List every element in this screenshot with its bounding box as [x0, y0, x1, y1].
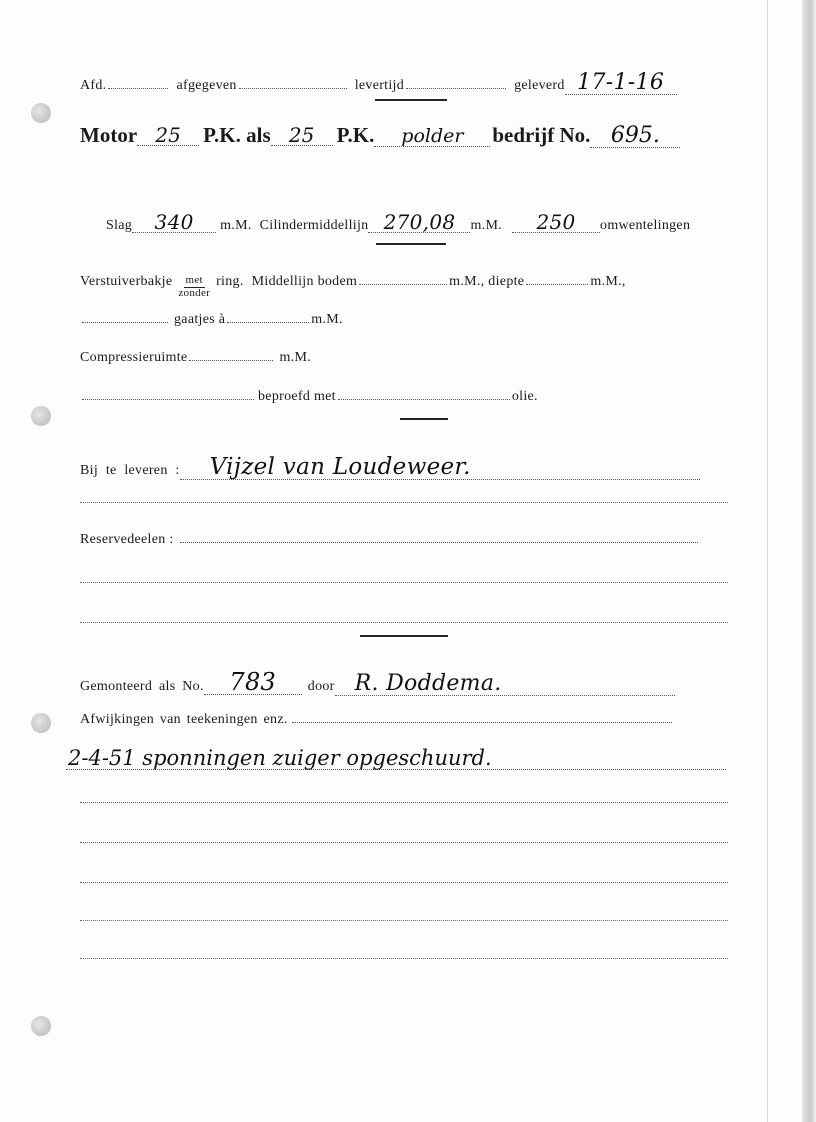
bedrijf-no-value[interactable]: 695.: [590, 125, 680, 148]
pk-value[interactable]: 25: [137, 125, 199, 146]
motor-row: [80, 123, 680, 148]
afgegeven-field[interactable]: [239, 87, 347, 89]
verstuiver-row: [80, 274, 626, 301]
bedrijf-no-label: bedrijf No.: [492, 123, 591, 147]
punch-hole: [31, 103, 51, 123]
pk-label: P.K.: [336, 123, 375, 147]
afd-label: Afd.: [80, 78, 107, 93]
cilinder-mm-label: m.M.: [470, 218, 503, 233]
verstuiver-label: Verstuiverbakje: [80, 274, 173, 289]
compressie-field[interactable]: [189, 359, 273, 361]
header-row: [80, 72, 677, 95]
beproefd-label: beproefd met: [258, 389, 336, 404]
diepte-mm-label: m.M.,: [590, 274, 626, 289]
reservedeelen-field[interactable]: [180, 541, 698, 543]
afd-field[interactable]: [108, 87, 168, 89]
divider: [375, 99, 447, 101]
beproefd-row: [80, 389, 538, 405]
motor-label: Motor: [80, 123, 138, 147]
gemonteerd-label: Gemonteerd als No.: [80, 679, 204, 694]
middellijn-label: Middellijn bodem: [251, 274, 358, 289]
reservedeelen-line-2[interactable]: [80, 582, 728, 583]
punch-hole: [31, 1016, 51, 1036]
gaatjes-mm-label: m.M.: [311, 312, 343, 327]
diepte-label: m.M., diepte: [449, 274, 525, 289]
cilinder-value[interactable]: 270,08: [368, 212, 470, 233]
gaatjes-count-field[interactable]: [82, 321, 168, 323]
pk2-value[interactable]: 25: [271, 125, 333, 146]
frac-met: met: [185, 274, 203, 286]
reservedeelen-line-3[interactable]: [80, 622, 728, 623]
compressie-mm-label: m.M.: [279, 350, 311, 365]
divider: [360, 635, 448, 637]
afwijkingen-line-2[interactable]: [80, 802, 728, 803]
gaatjes-size-field[interactable]: [227, 321, 309, 323]
beproefd-field[interactable]: [338, 398, 510, 400]
afgegeven-label: afgegeven: [176, 78, 237, 93]
diepte-field[interactable]: [526, 283, 588, 285]
afwijkingen-line-3[interactable]: [80, 842, 728, 843]
bij-te-leveren-value[interactable]: Vijzel van Loudeweer.: [180, 456, 700, 480]
afwijkingen-note[interactable]: 2-4-51 sponningen zuiger opgeschuurd.: [66, 748, 726, 770]
olie-label: olie.: [511, 389, 538, 404]
door-label: door: [307, 679, 335, 694]
afwijkingen-line-5[interactable]: [80, 920, 728, 921]
levertijd-field[interactable]: [406, 87, 506, 89]
met-zonder-fraction: [178, 275, 210, 299]
gemonteerd-no-value[interactable]: 783: [204, 670, 302, 695]
pk-als-label: P.K. als: [203, 123, 271, 147]
punch-hole: [31, 713, 51, 733]
afwijkingen-line-6[interactable]: [80, 958, 728, 959]
bij-te-leveren-row: [80, 456, 700, 480]
geleverd-label: geleverd: [514, 78, 565, 93]
middellijn-field[interactable]: [359, 283, 447, 285]
slag-value[interactable]: 340: [132, 212, 216, 233]
bij-te-leveren-label: Bij te leveren :: [80, 463, 180, 478]
geleverd-value[interactable]: 17-1-16: [565, 72, 677, 95]
compressie-row: [80, 350, 311, 366]
beproefd-pre-field[interactable]: [82, 398, 254, 400]
levertijd-label: levertijd: [354, 78, 405, 93]
gemonteerd-row: [80, 670, 675, 696]
afwijkingen-label: Afwijkingen van teekeningen enz.: [80, 712, 288, 727]
divider: [376, 243, 446, 245]
gaatjes-label: gaatjes à: [174, 312, 226, 327]
frac-zonder: zonder: [178, 286, 211, 299]
bedrijf-value[interactable]: polder: [374, 127, 490, 147]
afwijkingen-line-4[interactable]: [80, 882, 728, 883]
ring-label: ring.: [216, 274, 244, 289]
afwijkingen-row: [80, 712, 674, 728]
cilinder-label: Cilindermiddellijn: [259, 218, 369, 233]
door-value[interactable]: R. Doddema.: [335, 673, 675, 696]
bij-te-leveren-line-2[interactable]: [80, 502, 728, 503]
omwentelingen-value[interactable]: 250: [512, 212, 600, 233]
afwijkingen-note-row: [66, 748, 726, 770]
divider: [400, 418, 448, 420]
page-edge-line: [767, 0, 768, 1122]
punch-hole: [31, 406, 51, 426]
slag-mm-label: m.M.: [220, 218, 252, 233]
slag-label: Slag: [106, 218, 133, 233]
compressie-label: Compressieruimte: [80, 350, 188, 365]
page-edge: [802, 0, 816, 1122]
gaatjes-row: [80, 312, 343, 328]
slag-row: [106, 212, 690, 234]
reservedeelen-row: [80, 532, 700, 548]
afwijkingen-field[interactable]: [292, 721, 672, 723]
reservedeelen-label: Reservedeelen :: [80, 532, 174, 547]
omwentelingen-label: omwentelingen: [600, 218, 691, 233]
